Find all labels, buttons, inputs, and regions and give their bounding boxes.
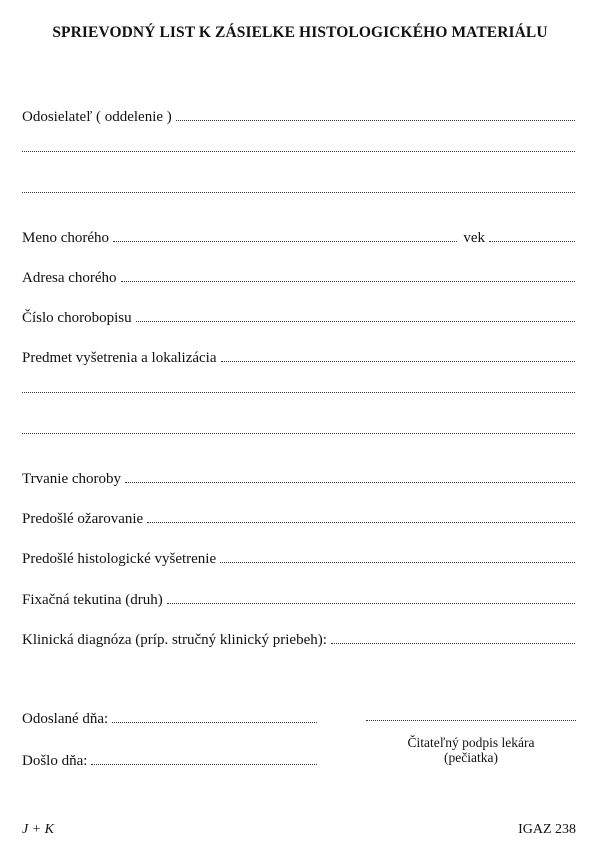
previous-histology-label: Predošlé histologické vyšetrenie [22, 551, 217, 567]
age-field[interactable] [489, 238, 575, 242]
footer-form-code: IGAZ 238 [518, 822, 576, 837]
clinical-diagnosis-label: Klinická diagnóza (príp. stručný klinický priebeh): [22, 632, 327, 648]
disease-duration-field[interactable] [125, 479, 575, 483]
patient-address-field[interactable] [121, 278, 575, 282]
exam-subject-label: Predmet vyšetrenia a lokalizácia [22, 350, 217, 366]
sent-date-row [22, 710, 317, 728]
received-date-field[interactable] [91, 761, 317, 765]
sender-field[interactable] [176, 117, 575, 121]
form-title: SPRIEVODNÝ LIST K ZÁSIELKE HISTOLOGICKÉHO MATERIÁLU [52, 24, 548, 41]
medical-record-row [22, 309, 575, 327]
signature-caption-line-2: (pečiatka) [444, 750, 498, 765]
patient-name-label: Meno chorého [22, 230, 110, 246]
sent-date-label: Odoslané dňa: [22, 711, 109, 727]
sender-field-line-2[interactable] [22, 148, 575, 152]
medical-record-field[interactable] [136, 318, 575, 322]
signature-field[interactable] [366, 710, 576, 721]
patient-address-row [22, 269, 575, 287]
previous-histology-row [22, 550, 575, 568]
patient-address-label: Adresa chorého [22, 270, 117, 286]
sent-date-field[interactable] [112, 719, 317, 723]
sender-row [22, 108, 575, 126]
clinical-diagnosis-row [22, 631, 575, 649]
sender-label: Odosielateľ ( oddelenie ) [22, 109, 172, 125]
disease-duration-row [22, 470, 575, 488]
patient-name-row [22, 229, 575, 247]
exam-subject-field-line-3[interactable] [22, 430, 575, 434]
fixative-label: Fixačná tekutina (druh) [22, 592, 163, 608]
received-date-row [22, 752, 317, 770]
sender-field-line-3[interactable] [22, 189, 575, 193]
fixative-field[interactable] [167, 600, 575, 604]
signature-caption-line-1: Čitateľný podpis lekára [407, 735, 535, 750]
previous-irradiation-row [22, 510, 575, 528]
footer-publisher: J + K [22, 822, 54, 837]
received-date-label: Došlo dňa: [22, 753, 88, 769]
patient-name-field[interactable] [113, 238, 457, 242]
clinical-diagnosis-field[interactable] [331, 640, 575, 644]
exam-subject-field-line-2[interactable] [22, 389, 575, 393]
age-label: vek [463, 230, 485, 246]
previous-irradiation-label: Predošlé ožarovanie [22, 511, 144, 527]
medical-record-label: Číslo chorobopisu [22, 310, 132, 326]
previous-histology-field[interactable] [220, 559, 575, 563]
disease-duration-label: Trvanie choroby [22, 471, 122, 487]
exam-subject-continuation-row-2 [22, 430, 575, 435]
signature-caption [366, 735, 576, 765]
previous-irradiation-field[interactable] [147, 519, 575, 523]
fixative-row [22, 591, 575, 609]
exam-subject-continuation-row-1 [22, 389, 575, 394]
exam-subject-row [22, 349, 575, 367]
exam-subject-field[interactable] [221, 358, 576, 362]
sender-continuation-row-2 [22, 189, 575, 194]
sender-continuation-row-1 [22, 148, 575, 153]
